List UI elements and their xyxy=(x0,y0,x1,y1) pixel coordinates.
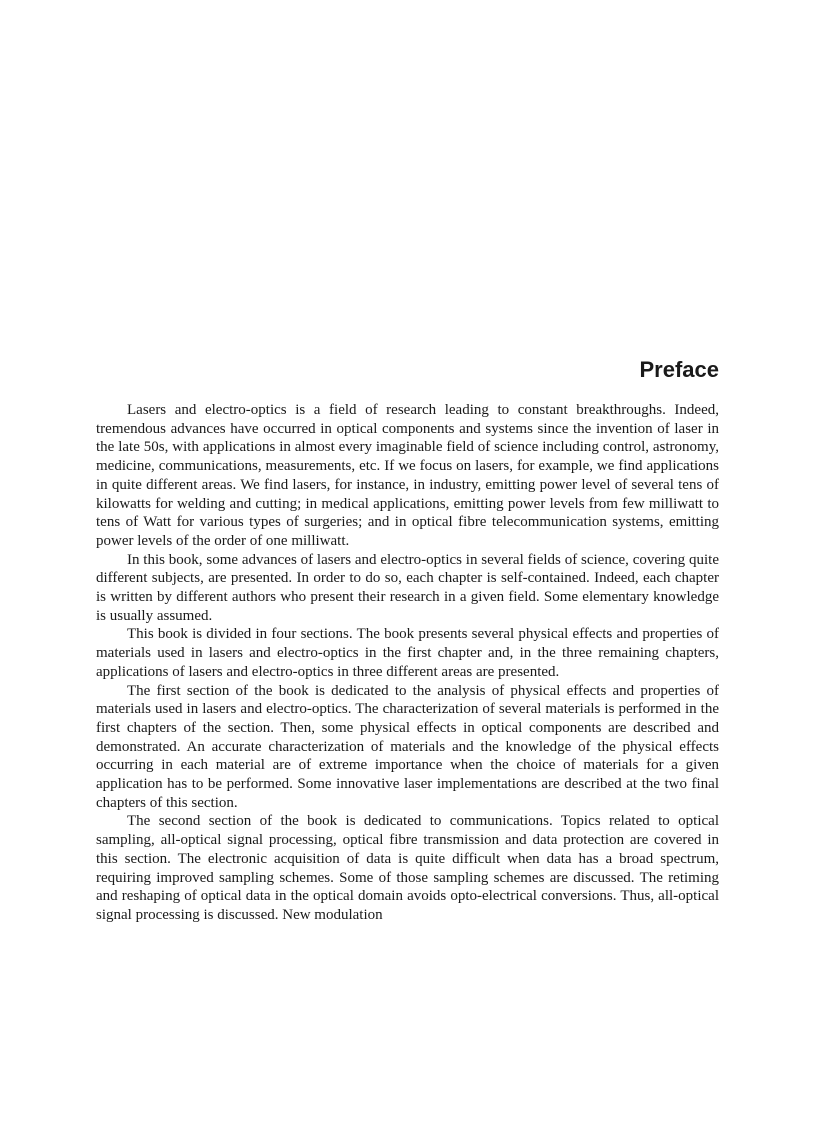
paragraph-3: This book is divided in four sections. The book presents several physical effects and properties of materials used in lasers and electro-optics in the first chapter and, in the three remaining chapters, applications of lasers and electro-optics in three different areas are presented. xyxy=(96,626,719,680)
paragraph-5: The second section of the book is dedicated to communications. Topics related to optical sampling, all-optical signal processing, optical fibre transmission and data protection are covered in this section. The electronic acquisition of data is quite difficult when data has a broad spectrum, requiring improved sampling schemes. Some of those sampling schemes are discussed. The retiming and reshaping of optical data in the optical domain avoids opto-electrical conversions. Thus, all-optical signal processing is discussed. New modulation xyxy=(96,813,719,923)
page-title: Preface xyxy=(639,357,719,382)
body-text xyxy=(96,401,719,925)
paragraph-4: The first section of the book is dedicated to the analysis of physical effects and properties of materials used in lasers and electro-optics. The characterization of several materials is performed in the first chapters of the section. Then, some physical effects in optical components are described and demonstrated. An accurate characterization of materials and the knowledge of the physical effects occurring in each material are of extreme importance when the choice of materials for a given application has to be performed. Some innovative laser implementations are described at the two final chapters of this section. xyxy=(96,682,719,811)
paragraph-2: In this book, some advances of lasers and electro-optics in several fields of science, covering quite different subjects, are presented. In order to do so, each chapter is self-contained. Indeed, each chapter is written by different authors who present their research in a given field. Some elementary knowledge is usually assumed. xyxy=(96,551,719,624)
paragraph-1: Lasers and electro-optics is a field of research leading to constant breakthroughs. Indeed, tremendous advances have occurred in optical components and systems since the invention of laser in the late 50s, with applications in almost every imaginable field of science including control, astronomy, medicine, communications, measurements, etc. If we focus on lasers, for example, we find applications in quite different areas. We find lasers, for instance, in industry, emitting power level of several tens of kilowatts for welding and cutting; in medical applications, emitting power levels from few milliwatt to tens of Watt for various types of surgeries; and in optical fibre telecommunication systems, emitting power levels of the order of one milliwatt. xyxy=(96,402,719,549)
